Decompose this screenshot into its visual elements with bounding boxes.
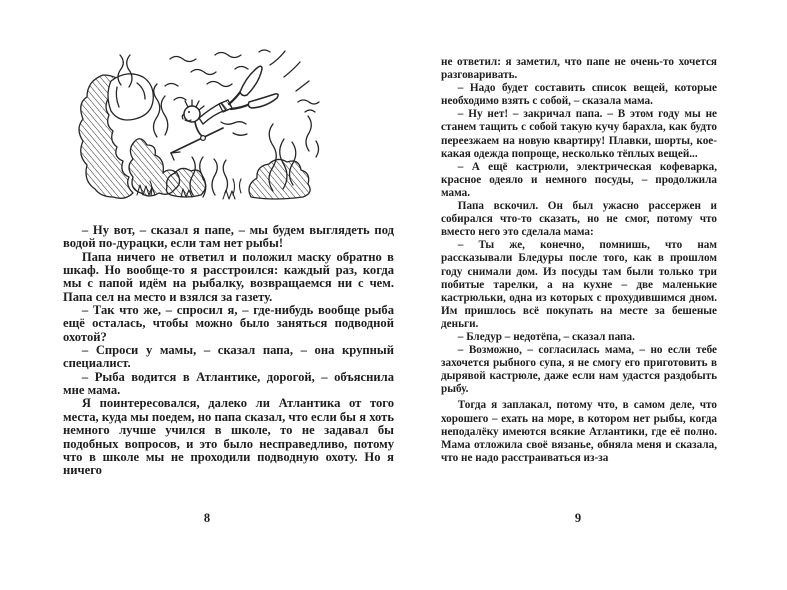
- paragraph: Я поинтересовался, далеко ли Атлантика от того места, куда мы поедем, но папа сказал, что если бы я хоть немного лучше учился в школе, то не задавал бы подобных вопросов, и это было несправедливо, потому что в школе мы не проходили подводную охоту. Но я ничего: [63, 396, 394, 478]
- paragraph: – А ещё кастрюли, электрическая кофеварка, красное одеяло и немного посуды, – продолжила мама.: [441, 160, 717, 199]
- paragraph: – Бледур – недотёпа, – сказал папа.: [457, 330, 635, 343]
- paragraph: – Ну вот, – сказал я папе, – мы будем выглядеть под водой по-дурацки, если там нет рыбы!: [63, 223, 394, 251]
- diver-with-harpoon-drawing: [73, 45, 325, 215]
- paragraph: – Надо будет составить список вещей, которые необходимо взять с собой, – сказала мама.: [441, 82, 717, 108]
- paragraph: – Так что же, – спросил я, – где-нибудь вообще рыба ещё осталась, чтобы можно было заняться подводной охотой?: [63, 303, 394, 344]
- page-number-right: 9: [574, 511, 582, 525]
- paragraph: Тогда я заплакал, потому что, в самом деле, что хорошего – ехать на море, в котором нет рыбы, когда неподалёку имеются всякие Атлантики, где её полно. Мама отложила своё вязанье, обняла меня и сказала, что не надо расстраиваться из-за: [441, 399, 717, 464]
- page-right: [441, 56, 717, 465]
- underwater-illustration: [73, 45, 325, 215]
- paragraph: – Ты же, конечно, помнишь, что нам рассказывали Бледуры после того, как в прошлом году снимали дом. Из посуды там были только три побитые тарелки, а на кухне – две маленькие кастрюльки, одна из которых с прохудившимся дном. Им пришлось всё покупать на месте за бешеные деньги.: [441, 239, 717, 330]
- paragraph: – Ну нет! – закричал папа. – В этом году мы не станем тащить с собой такую кучу барахла, как будто переезжаем на новую квартиру! Плавки, шорты, кое-какая одежда попроще, несколько тёплых вещей...: [441, 108, 717, 160]
- right-text-block: [441, 56, 717, 465]
- paragraph: – Возможно, – согласилась мама, – но если тебе захочется рыбного супа, я не смогу его приготовить в дырявой кастрюле, даже если нам удастся раздобыть рыбу.: [441, 344, 717, 396]
- paragraph: не ответил: я заметил, что папе не очень-то хочется разговаривать.: [441, 56, 717, 82]
- paragraph: Папа вскочил. Он был ужасно рассержен и собирался что-то сказать, но не смог, потому что вместо него это сделала мама:: [441, 200, 717, 239]
- paragraph: – Спроси у мамы, – сказал папа, – она крупный специалист.: [63, 343, 394, 371]
- paragraph: Папа ничего не ответил и положил маску обратно в шкаф. Но вообще-то я расстроился: каждый раз, когда мы с папой идём на рыбалку, возвращаемся ни с чем. Папа сел на место и взялся за газету.: [63, 249, 394, 304]
- page-number-left: 8: [203, 511, 211, 525]
- page-left: [63, 45, 394, 478]
- left-text-block: [63, 224, 394, 478]
- paragraph: – Рыба водится в Атлантике, дорогой, – объяснила мне мама.: [63, 369, 394, 398]
